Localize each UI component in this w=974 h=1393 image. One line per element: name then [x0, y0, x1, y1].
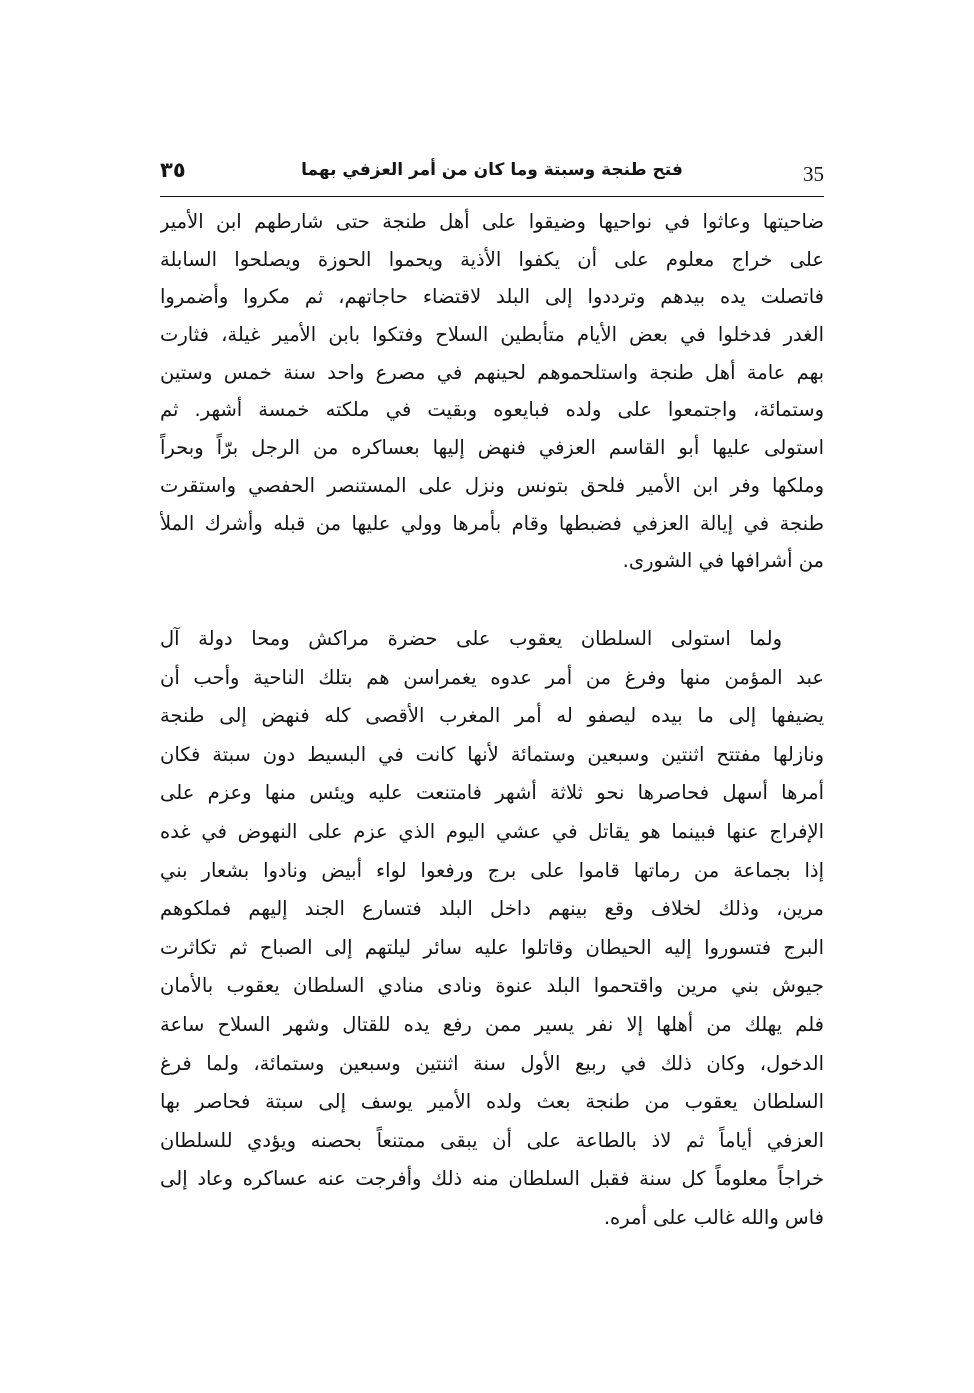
text-line: بهم عامة أهل طنجة واستلحموهم لحينهم في مصرع واحد سنة خمس وستين — [160, 360, 824, 384]
text-line: السلطان يعقوب من طنجة بعث ولده الأمير يوسف إلى سبتة فحاصر بها — [160, 1090, 824, 1114]
header-rule — [160, 196, 824, 197]
running-title: فتح طنجة وسبتة وما كان من أمر العزفي بهما — [301, 160, 683, 180]
text-line: مرين، وذلك لخلاف وقع بينهم داخل البلد فتسارع الجند إليهم فملكوهم — [160, 897, 824, 921]
text-line: ضاحيتها وعاثوا في نواحيها وضيقوا على أهل طنجة حتى شارطهم ابن الأمير — [160, 210, 824, 233]
text-line: يضيفها إلى ما بيده ليصفو له أمر المغرب الأقصى كله فنهض إلى طنجة — [160, 704, 824, 728]
text-line: فاس والله غالب على أمره. — [603, 1205, 824, 1229]
text-line: استولى عليها أبو القاسم العزفي فنهض إليها بعساكره من الرجل برّاً وبحراً — [160, 436, 824, 460]
text-line: ولما استولى السلطان يعقوب على حضرة مراكش ومحا دولة آل — [160, 627, 782, 650]
running-header — [160, 156, 824, 196]
text-line: على خراج معلوم على أن يكفوا الأذية ويحموا الحوزة ويصلحوا السابلة — [160, 247, 824, 271]
text-line: وستمائة، واجتمعوا على ولده فبايعوه وبقيت في ملكته خمسة أشهر. ثم — [160, 398, 824, 422]
page-number-latin: 35 — [803, 162, 824, 186]
page-number-arabic: ٣٥ — [160, 158, 186, 182]
text-line: إذا بجماعة من رماتها قاموا على برج ورفعوا لواء أبيض ونادوا بشعار بني — [160, 858, 824, 882]
text-line: العزفي أياماً ثم لاذ بالطاعة على أن يبقى ممتنعاً بحصنه ويؤدي للسلطان — [160, 1128, 824, 1152]
text-line: الدخول، وكان ذلك في ربيع الأول سنة اثنتين وسبعين وستمائة، ولما فرغ — [160, 1051, 824, 1075]
text-line: الغدر فدخلوا في بعض الأيام متأبطين السلاح وفتكوا بابن الأمير غيلة، فثارت — [160, 323, 824, 347]
text-line: الإفراج عنها فبينما هو يقاتل في عشي اليوم الذي عزم على النهوض في غده — [160, 819, 824, 843]
text-line: وملكها وفر ابن الأمير فلحق بتونس ونزل على المستنصر الحفصي واستقرت — [160, 473, 824, 497]
text-line: عبد المؤمن منها وفرغ من أمر عدوه يغمراسن هم بتلك الناحية وأحب أن — [160, 665, 824, 689]
text-line: طنجة في إيالة العزفي فضبطها وقام بأمرها وولي عليها من قبله وأشرك الملأ — [160, 511, 824, 535]
text-line: أمرها أسهل فحاصرها نحو ثلاثة أشهر فامتنعت عليه ويئس منها وعزم على — [160, 781, 824, 805]
text-line: جيوش بني مرين واقتحموا البلد عنوة ونادى منادي السلطان يعقوب بالأمان — [160, 974, 824, 998]
paragraph-1 — [160, 203, 824, 580]
text-line: خراجاً معلوماً كل سنة فقبل السلطان منه ذلك وأفرجت عنه عساكره وعاد إلى — [160, 1167, 824, 1191]
text-line: من أشرافها في الشورى. — [622, 549, 824, 573]
text-line: فاتصلت يده بيدهم وترددوا إلى البلد لاقتضاء حاجاتهم، ثم مكروا وأضمروا — [160, 285, 824, 309]
text-line: البرج فتسوروا إليه الحيطان وقاتلوا عليه سائر ليلتهم إلى الصباح ثم تكاثرت — [160, 935, 824, 959]
text-line: فلم يهلك من أهلها إلا نفر يسير ممن رفع يده للقتال وشهر السلاح ساعة — [160, 1012, 824, 1036]
paragraph-2 — [160, 620, 824, 1238]
text-line: ونازلها مفتتح اثنتين وسبعين وستمائة لأنها كانت في البسيط دون سبتة فكان — [160, 742, 824, 766]
